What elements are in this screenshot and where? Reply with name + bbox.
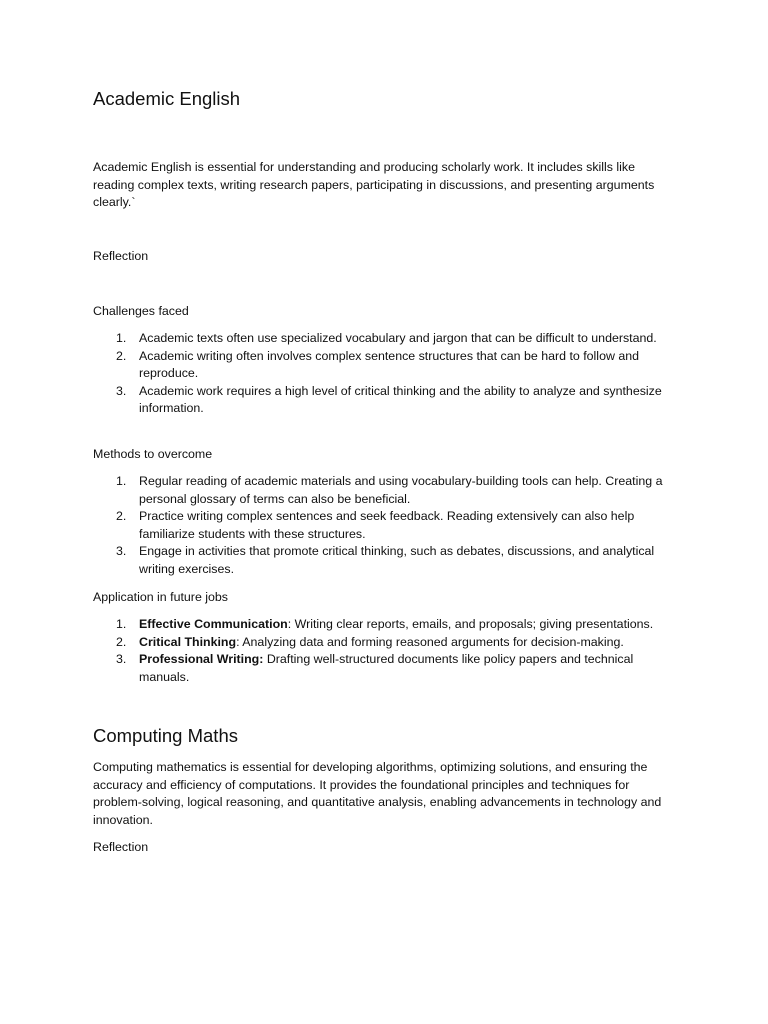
list-item: 1. Effective Communication: Writing clear reports, emails, and proposals; giving presentations. xyxy=(116,617,654,631)
term: Effective Communication xyxy=(139,617,288,631)
applications-label: Application in future jobs xyxy=(93,590,229,604)
term: Critical Thinking xyxy=(139,634,237,649)
methods-list xyxy=(93,473,678,579)
applications-list xyxy=(93,616,678,686)
list-item: 2. Academic writing often involves complex sentence structures that can be hard to follow and reproduce. xyxy=(116,348,640,381)
methods-label: Methods to overcome xyxy=(93,447,213,461)
computing-maths-intro: Computing mathematics is essential for developing algorithms, optimizing solutions, and ensuring the accuracy and efficiency of computations. It provides the foundational principles and techniques for problem-solving, logical reasoning, and quantitative analysis, enabling advancements in technology and innovation. xyxy=(93,760,662,827)
reflection-label: Reflection xyxy=(93,249,149,263)
challenges-list xyxy=(93,330,678,418)
challenges-label: Challenges faced xyxy=(93,304,189,318)
list-item: 3. Engage in activities that promote critical thinking, such as debates, discussions, and analytical writing exercises. xyxy=(116,544,655,576)
list-item: 2. Practice writing complex sentences and seek feedback. Reading extensively can also help familiarize students with these structures. xyxy=(116,509,635,541)
list-item: 1. Regular reading of academic materials and using vocabulary-building tools can help. Creating a personal glossary of terms can also be beneficial. xyxy=(116,474,663,506)
list-item: 3. Professional Writing: Drafting well-structured documents like policy papers and technical manuals. xyxy=(116,652,634,684)
list-item: 3. Academic work requires a high level of critical thinking and the ability to analyze and synthesize information. xyxy=(116,383,662,416)
reflection-label: Reflection xyxy=(93,840,149,854)
section-heading-computing-maths: Computing Maths xyxy=(93,725,238,746)
term: Professional Writing: xyxy=(139,652,264,667)
section-heading-academic-english: Academic English xyxy=(93,88,241,109)
academic-english-intro: Academic English is essential for understanding and producing scholarly work. It includes skills like reading complex texts, writing research papers, participating in discussions, and presenting arguments clearly.` xyxy=(93,160,655,210)
list-item: 2. Critical Thinking: Analyzing data and forming reasoned arguments for decision-making. xyxy=(116,634,624,649)
list-item: 1. Academic texts often use specialized vocabulary and jargon that can be difficult to understand. xyxy=(116,331,657,345)
